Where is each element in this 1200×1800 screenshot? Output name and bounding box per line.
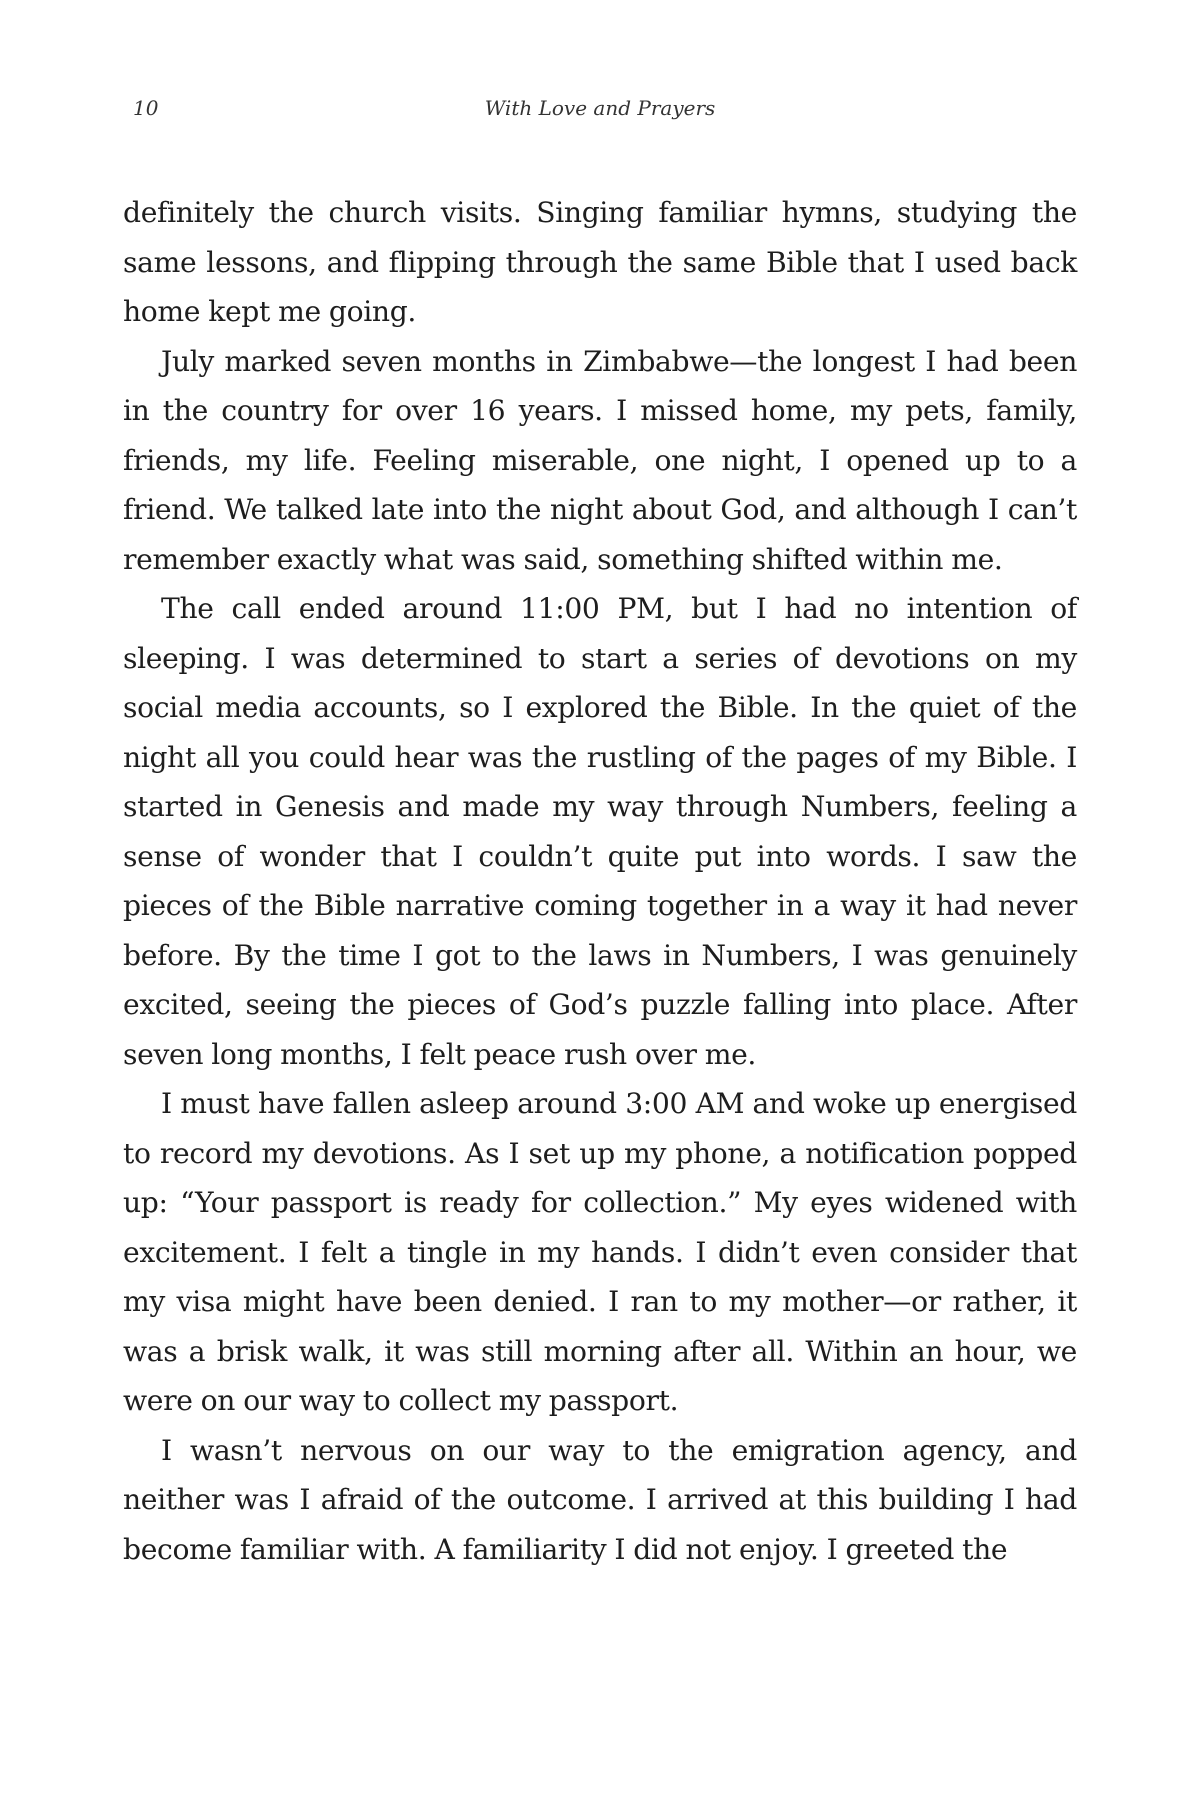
book-title: With Love and Prayers xyxy=(484,96,716,120)
paragraph: July marked seven months in Zimbabwe—the longest I had been in the country for over 16 years. I missed home, my pets, family, friends, my life. Feeling miserable, one night, I opened up to a friend. We talked late into the night about God, and although I can’t remember exactly what was said, something shifted within me. xyxy=(123,344,1077,576)
paragraph: I must have fallen asleep around 3:00 AM and woke up energised to record my devotions. As I set up my phone, a notification popped up: “Your passport is ready for collection.” My eyes widened with excitement. I felt a tingle in my hands. I didn’t even consider that my visa might have been denied. I ran to my mother—or rather, it was a brisk walk, it was still morning after all. Within an hour, we were on our way to collect my passport. xyxy=(123,1087,1077,1417)
paragraph: I wasn’t nervous on our way to the emigration agency, and neither was I afraid of the outcome. I arrived at this building I had become familiar with. A familiarity I did not enjoy. I greeted the xyxy=(123,1433,1077,1566)
running-header xyxy=(0,96,1200,136)
paragraph: definitely the church visits. Singing familiar hymns, studying the same lessons, and flipping through the same Bible that I used back home kept me going. xyxy=(123,196,1077,328)
paragraph: The call ended around 11:00 PM, but I had no intention of sleeping. I was determined to start a series of devotions on my social media accounts, so I explored the Bible. In the quiet of the night all you could hear was the rustling of the pages of my Bible. I started in Genesis and made my way through Numbers, feeling a sense of wonder that I couldn’t quite put into words. I saw the pieces of the Bible narrative coming together in a way it had never before. By the time I got to the laws in Numbers, I was genuinely excited, seeing the pieces of God’s puzzle falling into place. After seven long months, I felt peace rush over me. xyxy=(123,592,1077,1071)
body-text xyxy=(123,188,1077,1574)
page-number: 10 xyxy=(133,96,159,120)
